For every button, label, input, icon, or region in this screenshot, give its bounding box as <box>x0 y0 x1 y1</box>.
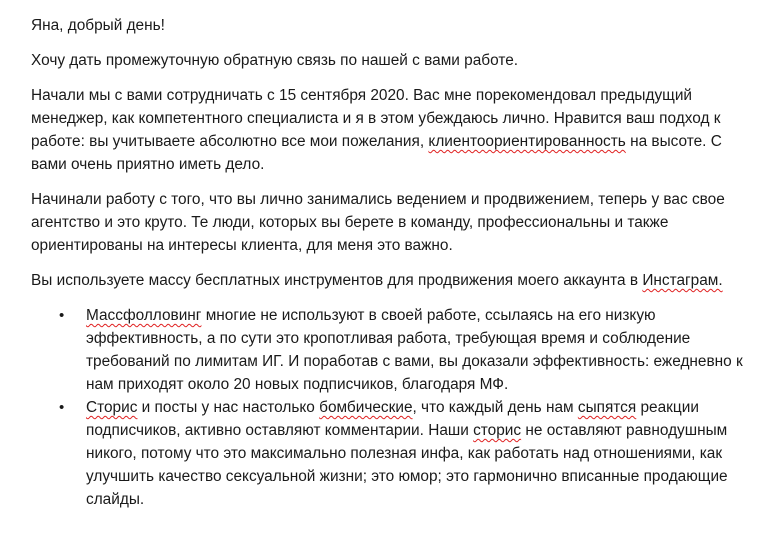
paragraph-cooperation-start <box>31 84 743 176</box>
bullet-dot-icon: • <box>59 307 65 324</box>
text-run: Вы используете массу бесплатных инструментов для продвижения моего аккаунта в <box>31 272 643 289</box>
paragraph-tools <box>31 269 743 292</box>
text-run: многие не используют в своей работе, ссылаясь на его низкую эффективность, а по сути это кропотливая работа, требующая время и соблюдение требований по лимитам ИГ. И поработав с вами, вы доказали эффективность: ежедневно к нам приходят около 20 новых подписчиков, благодаря МФ. <box>86 307 743 393</box>
text-run: реакции подписчиков, активно оставляют комментарии. Наши <box>86 399 699 439</box>
list-item-stories <box>59 396 743 511</box>
text-run: , что каждый день нам <box>412 399 578 416</box>
list-item-massfollowing <box>59 304 743 396</box>
spellcheck-word[interactable]: клиентоориентированность <box>428 133 626 150</box>
text-run: на высоте. С вами очень приятно иметь дело. <box>31 133 722 173</box>
spellcheck-word[interactable]: Сторис <box>86 399 138 416</box>
greeting: Яна, добрый день! <box>31 17 165 34</box>
spellcheck-word[interactable]: бомбические <box>319 399 413 416</box>
spellcheck-word[interactable]: Массфолловинг <box>86 307 202 324</box>
spellcheck-word[interactable]: сторис <box>473 422 522 439</box>
spellcheck-word[interactable]: Инстаграм. <box>642 272 723 289</box>
text-run: не оставляют равнодушным никого, потому что это максимально полезная инфа, как работать над отношениями, как улучшить качество сексуальной жизни; это юмор; это гармонично вписанные продающие слайды. <box>86 422 728 508</box>
bullet-dot-icon: • <box>59 399 65 416</box>
paragraph-feedback-intro: Хочу дать промежуточную обратную связь по нашей с вами работе. <box>31 52 519 69</box>
text-run: и посты у нас настолько <box>137 399 320 416</box>
paragraph-agency: Начинали работу с того, что вы лично занимались ведением и продвижением, теперь у вас свое агентство и это круто. Те люди, которых вы берете в команду, профессиональны и также ориентированы на интересы клиента, для меня это важно. <box>31 191 725 254</box>
text-run: Начали мы с вами сотрудничать с 15 сентября 2020. Вас мне порекомендовал предыдущий менеджер, как компетентного специалиста и я в этом убеждаюсь лично. Нравится ваш подход к работе: вы учитываете абсолютно все мои пожелания, <box>31 87 721 150</box>
bullet-list <box>31 304 743 511</box>
spellcheck-word[interactable]: сыпятся <box>577 399 637 416</box>
